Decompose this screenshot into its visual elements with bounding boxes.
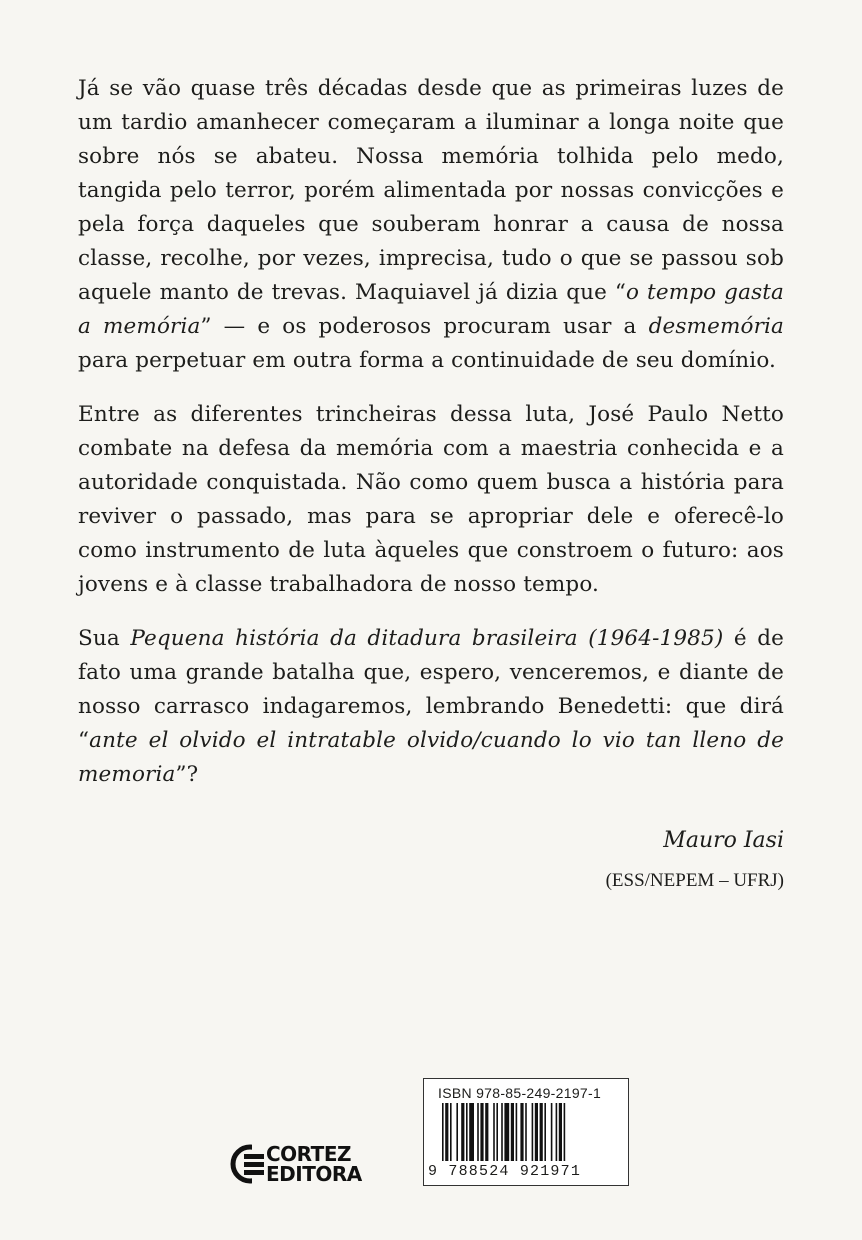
- p3-text-a: Sua: [78, 626, 131, 651]
- paragraph-1: [78, 72, 784, 378]
- publisher-logo-icon: [230, 1140, 270, 1190]
- signature-name: Mauro Iasi: [663, 828, 784, 853]
- p3-benedetti-quote: ante el olvido el intratable olvido/cuando lo vio tan lleno de memoria: [78, 728, 784, 787]
- barcode-bars: [442, 1103, 614, 1163]
- logo-line-2: EDITORA: [266, 1162, 362, 1186]
- p3-text-c: é de fato uma grande batalha que, espero, venceremos, e diante de nosso carrasco indagaremos, lembrando Benedetti: que dirá “: [78, 626, 784, 753]
- p1-quote: o tempo gasta a memória: [78, 280, 785, 339]
- publisher-logo: [230, 1140, 370, 1190]
- isbn-barcode: [423, 1078, 629, 1186]
- back-cover-text: [78, 72, 784, 812]
- p1-text-c: ” — e os poderosos procuram usar a: [200, 314, 649, 339]
- p1-text-e: para perpetuar em outra forma a continuidade de seu domínio.: [78, 348, 777, 373]
- p1-text-a: Já se vão quase três décadas desde que as primeiras luzes de um tardio amanhecer começaram a iluminar a longa noite que sobre nós se abateu. Nossa memória tolhida pelo medo, tangida pelo terror, porém alimentada por nossas convicções e pela força daqueles que souberam honrar a causa de nossa classe, recolhe, por vezes, imprecisa, tudo o que se passou sob aquele manto de trevas. Maquiavel já dizia que “: [78, 76, 784, 305]
- signature-affiliation: (ESS/NEPEM – UFRJ): [605, 870, 784, 891]
- isbn-label: ISBN 978-85-249-2197-1: [438, 1085, 602, 1101]
- ean-digits: 9 788524 921971: [428, 1163, 582, 1180]
- p1-desmemoria: desmemória: [648, 314, 784, 339]
- p3-book-title: Pequena história da ditadura brasileira (1964-1985): [130, 626, 724, 651]
- logo-line-1: CORTEZ: [266, 1142, 351, 1166]
- paragraph-2: Entre as diferentes trincheiras dessa luta, José Paulo Netto combate na defesa da memória com a maestria conhecida e a autoridade conquistada. Não como quem busca a história para reviver o passado, mas para se apropriar dele e oferecê-lo como instrumento de luta àqueles que constroem o futuro: aos jovens e à classe trabalhadora de nosso tempo.: [78, 402, 784, 597]
- p3-text-e: ”?: [175, 762, 199, 787]
- paragraph-3: [78, 622, 784, 792]
